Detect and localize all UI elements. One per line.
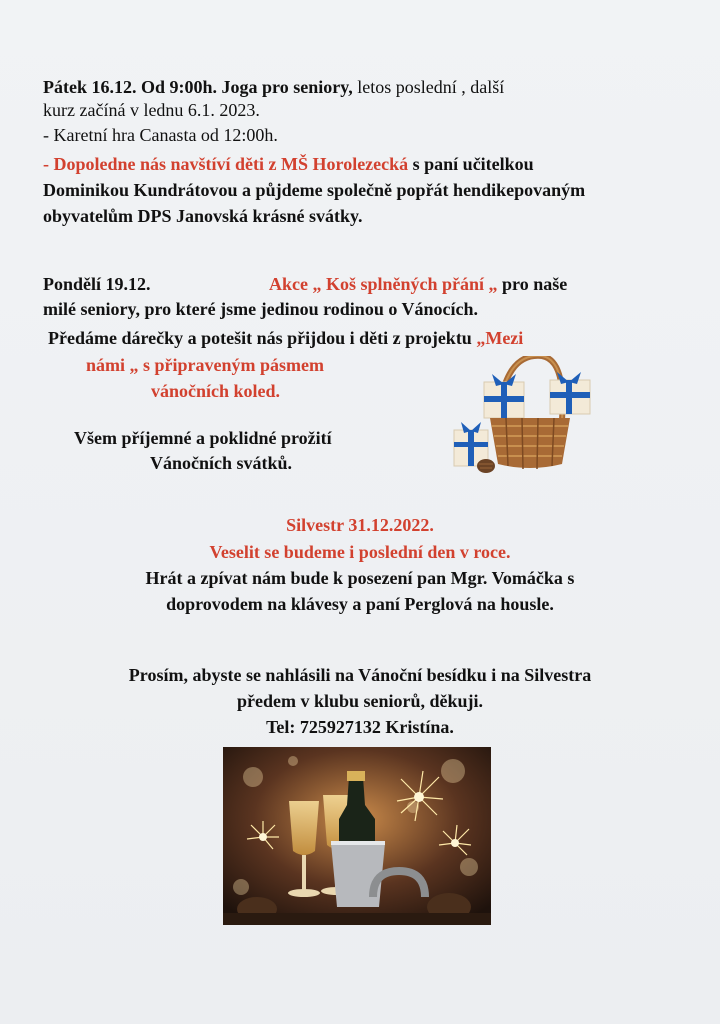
friday-time: Od 9:00h.: [141, 77, 218, 97]
friday-visit-dash: -: [43, 154, 49, 174]
monday-action-line: [269, 273, 567, 295]
monday-line-2: milé seniory, pro které jsme jedinou rodinou o Vánocích.: [43, 299, 479, 319]
silvestr-line-1: Hrát a zpívat nám bude k posezení pan Mgr. Vomáčka s: [145, 568, 575, 588]
monday-line-4: námi „ s připraveným pásmem: [86, 355, 324, 375]
monday-line-3-red: „Mezi: [476, 328, 524, 348]
silvestr-line-2: doprovodem na klávesy a paní Perglová na housle.: [166, 594, 554, 614]
friday-canasta: - Karetní hra Canasta od 12:00h.: [43, 125, 278, 145]
footer-line-3: Tel: 725927132 Kristína.: [266, 717, 454, 737]
gift-basket-image: [446, 356, 598, 476]
silvestr-title: Silvestr 31.12.2022.: [286, 515, 434, 535]
friday-visit-line-1: [43, 153, 534, 175]
monday-line-5: vánočních koled.: [151, 381, 281, 401]
friday-note-1: letos poslední , další: [357, 77, 505, 97]
friday-visit-rest-1: s paní učitelkou: [412, 154, 534, 174]
friday-title: Joga pro seniory,: [221, 77, 353, 97]
silvestr-subtitle: Veselit se budeme i poslední den v roce.: [209, 542, 511, 562]
monday-action-red: Akce „ Koš splněných přání „: [269, 274, 498, 294]
monday-line-3-black: Předáme dárečky a potešit nás přijdou i děti z projektu: [48, 328, 472, 348]
friday-line-1: [43, 76, 504, 98]
footer-line-1: Prosím, abyste se nahlásili na Vánoční besídku i na Silvestra: [128, 665, 592, 685]
champagne-sparklers-image: [223, 747, 491, 925]
monday-line-3: [48, 327, 523, 349]
friday-visit-red: Dopoledne nás navštíví děti z MŠ Horolezecká: [53, 154, 409, 174]
friday-note-2: kurz začíná v lednu 6.1. 2023.: [43, 100, 260, 120]
monday-date: Pondělí 19.12.: [43, 274, 151, 294]
friday-date: Pátek 16.12.: [43, 77, 137, 97]
monday-wish-2: Vánočních svátků.: [150, 453, 293, 473]
monday-wish-1: Všem příjemné a poklidné prožití: [74, 428, 332, 448]
monday-action-rest: pro naše: [502, 274, 568, 294]
friday-visit-rest-3: obyvatelům DPS Janovská krásné svátky.: [43, 206, 363, 226]
footer-line-2: předem v klubu seniorů, děkuji.: [236, 691, 484, 711]
friday-visit-rest-2: Dominikou Kundrátovou a půjdeme společně popřát hendikepovaným: [43, 180, 586, 200]
